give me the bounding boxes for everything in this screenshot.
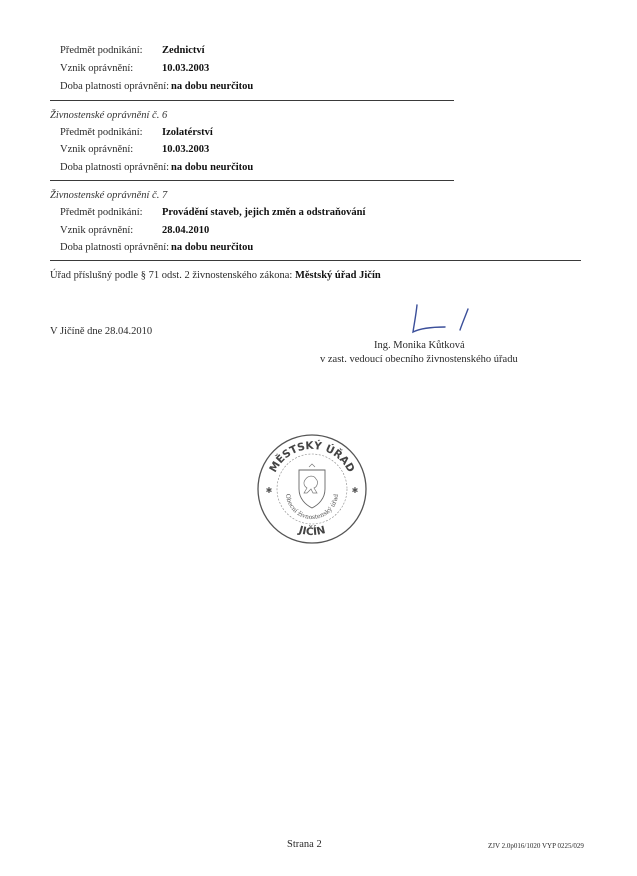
signatory-name: Ing. Monika Kůtková <box>374 340 465 351</box>
place-date: V Jičíně dne 28.04.2010 <box>50 326 153 337</box>
validity-label: Doba platnosti oprávnění: <box>60 242 170 253</box>
origin-value: 10.03.2003 <box>162 63 210 74</box>
stamp-inner-text: Obecní živnostenský úřad <box>283 493 341 522</box>
subject-label: Předmět podnikání: <box>60 127 143 138</box>
page-number: Strana 2 <box>287 839 322 850</box>
stamp-star-icon: ✱ <box>351 486 359 495</box>
svg-text:Obecní živnostenský úřad <box>284 493 340 521</box>
stamp-star-icon: ✱ <box>265 486 273 495</box>
svg-text:JIČÍN <box>296 524 326 538</box>
subject-label: Předmět podnikání: <box>60 207 143 218</box>
coat-of-arms-icon <box>299 464 325 508</box>
validity-label: Doba platnosti oprávnění: <box>60 162 170 173</box>
office-stamp <box>256 433 368 545</box>
stamp-bottom-text: JIČÍN <box>297 524 327 539</box>
subject-value: Provádění staveb, jejich změn a odstraňování <box>162 207 366 218</box>
subject-value: Zednictví <box>162 45 205 56</box>
origin-value: 10.03.2003 <box>162 144 210 155</box>
origin-label: Vznik oprávnění: <box>60 63 134 74</box>
validity-label: Doba platnosti oprávnění: <box>60 81 170 92</box>
office-text: Úřad příslušný podle § 71 odst. 2 živnostenského zákona: <box>50 270 293 281</box>
origin-value: 28.04.2010 <box>162 225 210 236</box>
validity-value: na dobu neurčitou <box>171 242 254 253</box>
permit-header: Živnostenské oprávnění č. 7 <box>50 190 168 201</box>
origin-label: Vznik oprávnění: <box>60 225 134 236</box>
permit-header: Živnostenské oprávnění č. 6 <box>50 110 168 121</box>
competent-office <box>50 270 381 281</box>
document-code: ZJV 2.0p016/1020 VYP 0225/029 <box>488 842 584 850</box>
origin-label: Vznik oprávnění: <box>60 144 134 155</box>
validity-value: na dobu neurčitou <box>171 162 254 173</box>
subject-label: Předmět podnikání: <box>60 45 143 56</box>
subject-value: Izolatérství <box>162 127 213 138</box>
validity-value: na dobu neurčitou <box>171 81 254 92</box>
stamp-top-text: MĚSTSKÝ ÚŘAD <box>267 439 357 475</box>
section-divider <box>50 180 454 181</box>
signatory-role: v zast. vedoucí obecního živnostenského úřadu <box>320 354 518 365</box>
office-name: Městský úřad Jičín <box>294 270 381 281</box>
section-divider <box>50 260 581 261</box>
section-divider <box>50 100 454 101</box>
signature-image <box>405 303 475 339</box>
